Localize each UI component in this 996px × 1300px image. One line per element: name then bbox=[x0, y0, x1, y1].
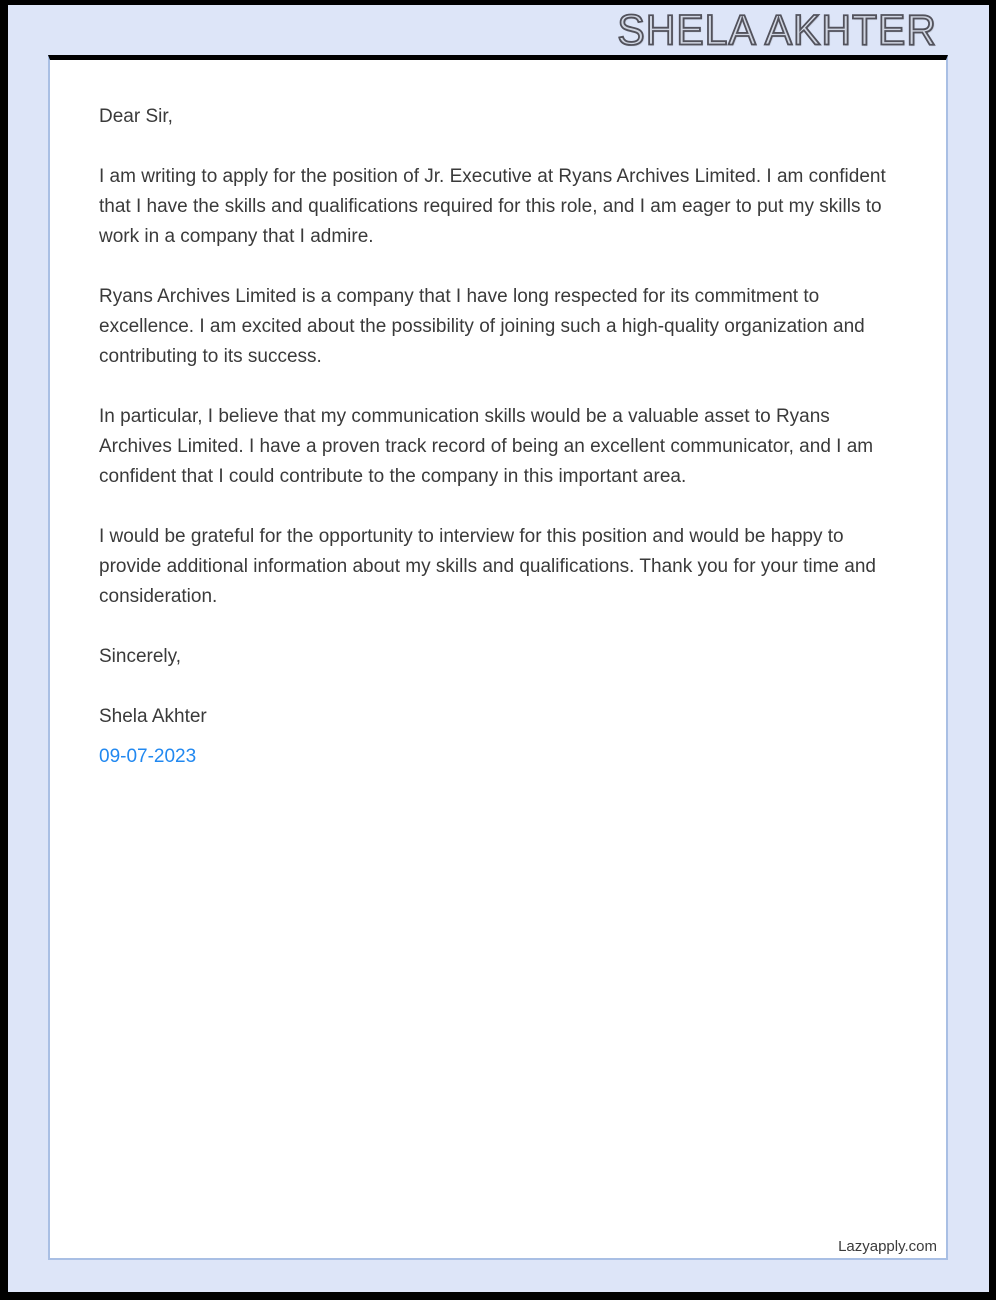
letter-body bbox=[50, 60, 946, 772]
watermark-link: Lazyapply.com bbox=[838, 1238, 937, 1255]
page-background bbox=[8, 5, 989, 1292]
paragraph-closing-request: I would be grateful for the opportunity to interview for this position and would be happy to provide additional information about my skills and qualifications. Thank you for your time and consideration. bbox=[99, 526, 876, 607]
letter-date: 09-07-2023 bbox=[99, 746, 197, 767]
paragraph-intro: I am writing to apply for the position of Jr. Executive at Ryans Archives Limited. I am confident that I have the skills and qualifications required for this role, and I am eager to put my skills to work in a company that I admire. bbox=[99, 166, 886, 247]
salutation: Dear Sir, bbox=[99, 106, 173, 127]
paragraph-company: Ryans Archives Limited is a company that I have long respected for its commitment to excellence. I am excited about the possibility of joining such a high-quality organization and contributing to its success. bbox=[99, 286, 865, 367]
letter-header bbox=[8, 5, 989, 55]
letter-card bbox=[48, 55, 948, 1260]
signature-name: Shela Akhter bbox=[99, 706, 207, 727]
header-name: SHELA AKHTER bbox=[617, 5, 937, 54]
closing: Sincerely, bbox=[99, 646, 182, 667]
paragraph-skills: In particular, I believe that my communication skills would be a valuable asset to Ryans Archives Limited. I have a proven track record of being an excellent communicator, and I am confident that I could contribute to the company in this important area. bbox=[99, 406, 874, 487]
